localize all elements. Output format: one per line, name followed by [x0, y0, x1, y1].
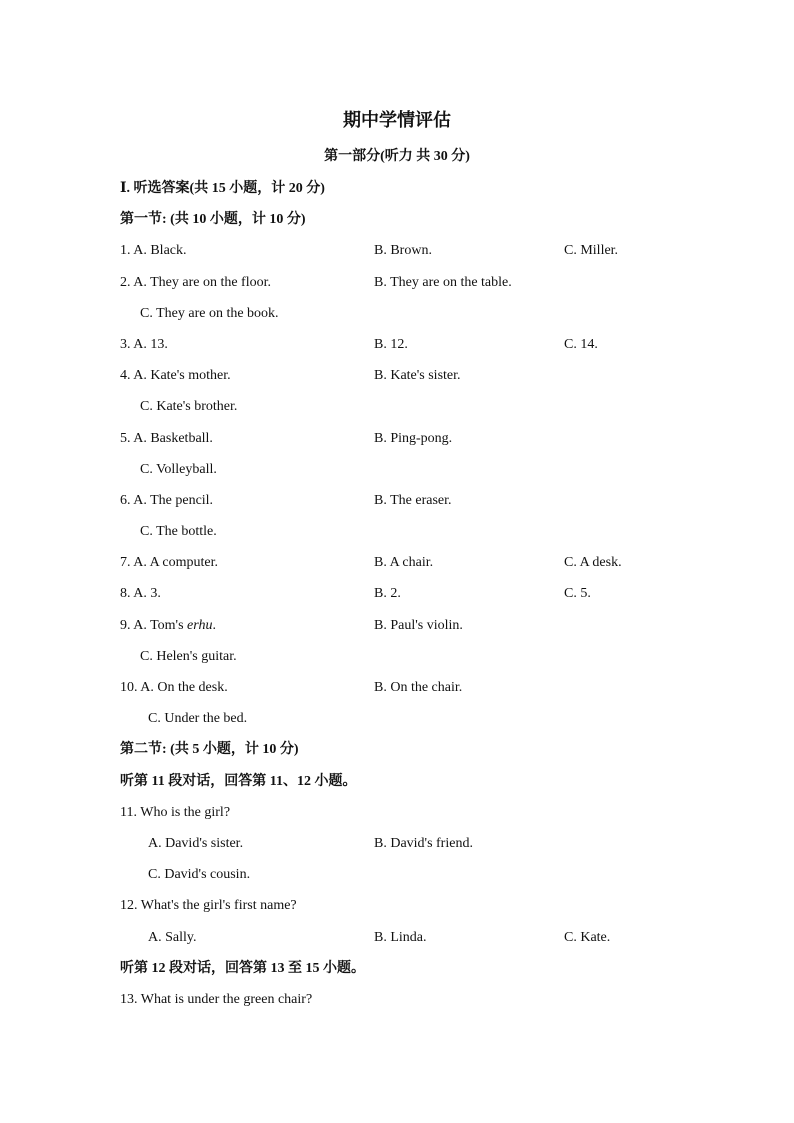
exam-content — [120, 173, 680, 1015]
q6-option-b: B. The eraser. — [374, 492, 452, 508]
question-8 — [120, 578, 680, 609]
question-2 — [120, 267, 680, 298]
q1-option-a: 1. A. Black. — [120, 243, 187, 259]
q1-option-b: B. Brown. — [374, 243, 432, 259]
q1-option-c: C. Miller. — [564, 243, 619, 259]
q11-option-c: C. David's cousin. — [148, 867, 251, 883]
q8-option-a: 8. A. 3. — [120, 586, 161, 602]
q3-option-a: 3. A. 13. — [120, 336, 168, 352]
q7-option-a: 7. A. A computer. — [120, 555, 218, 571]
q12-option-c: C. Kate. — [564, 929, 611, 945]
part1-heading: 第一节: (共 10 小题，计 10 分) — [120, 212, 306, 228]
q5-option-a: 5. A. Basketball. — [120, 430, 213, 446]
q7-option-b: B. A chair. — [374, 555, 434, 571]
section-heading: Ⅰ. 听选答案(共 15 小题，计 20 分) — [120, 181, 325, 196]
q6-option-c: C. The bottle. — [140, 524, 217, 540]
q11-stem: 11. Who is the girl? — [120, 804, 231, 820]
q4-option-c: C. Kate's brother. — [140, 399, 238, 415]
q12-option-b: B. Linda. — [374, 929, 427, 945]
q9-option-a-italic: erhu — [187, 617, 213, 633]
question-4 — [120, 360, 680, 391]
q2-option-a: 2. A. They are on the floor. — [120, 274, 271, 290]
page-title: 期中学情评估 — [343, 110, 451, 131]
q9-option-a — [120, 610, 216, 641]
q12-option-a: A. Sally. — [148, 929, 197, 945]
question-6 — [120, 485, 680, 516]
q9-option-c: C. Helen's guitar. — [140, 648, 237, 664]
question-1 — [120, 235, 680, 266]
q2-option-c: C. They are on the book. — [140, 305, 279, 321]
q8-option-c: C. 5. — [564, 586, 591, 602]
question-7 — [120, 547, 680, 578]
q8-option-b: B. 2. — [374, 586, 401, 602]
question-3 — [120, 329, 680, 360]
q9-option-b: B. Paul's violin. — [374, 617, 463, 633]
q7-option-c: C. A desk. — [564, 555, 622, 571]
part2-heading: 第二节: (共 5 小题，计 10 分) — [120, 742, 299, 758]
q5-option-b: B. Ping-pong. — [374, 430, 453, 446]
q10-option-c: C. Under the bed. — [148, 711, 248, 727]
q11-option-b: B. David's friend. — [374, 835, 473, 851]
q2-option-b: B. They are on the table. — [374, 274, 512, 290]
q10-option-b: B. On the chair. — [374, 680, 463, 695]
question-11-options — [120, 828, 680, 859]
q6-option-a: 6. A. The pencil. — [120, 492, 214, 508]
dialog-12-heading: 听第 12 段对话，回答第 13 至 15 小题。 — [120, 960, 365, 976]
q10-option-a: 10. A. On the desk. — [120, 680, 228, 695]
q13-stem: 13. What is under the green chair? — [120, 991, 313, 1007]
question-9 — [120, 610, 680, 641]
q12-stem: 12. What's the girl's first name? — [120, 898, 297, 914]
question-12-options — [120, 922, 680, 953]
q9-option-a-prefix: 9. A. Tom's — [120, 617, 188, 633]
q3-option-b: B. 12. — [374, 336, 408, 352]
part-subtitle: 第一部分(听力 共 30 分) — [324, 149, 470, 164]
q3-option-c: C. 14. — [564, 336, 598, 352]
q11-option-a: A. David's sister. — [148, 835, 244, 851]
q4-option-b: B. Kate's sister. — [374, 368, 461, 384]
dialog-11-heading: 听第 11 段对话，回答第 11、12 小题。 — [120, 773, 357, 789]
q4-option-a: 4. A. Kate's mother. — [120, 368, 231, 384]
question-10 — [120, 672, 680, 703]
question-5 — [120, 423, 680, 454]
q5-option-c: C. Volleyball. — [140, 461, 217, 477]
q9-option-a-suffix: . — [212, 617, 216, 633]
